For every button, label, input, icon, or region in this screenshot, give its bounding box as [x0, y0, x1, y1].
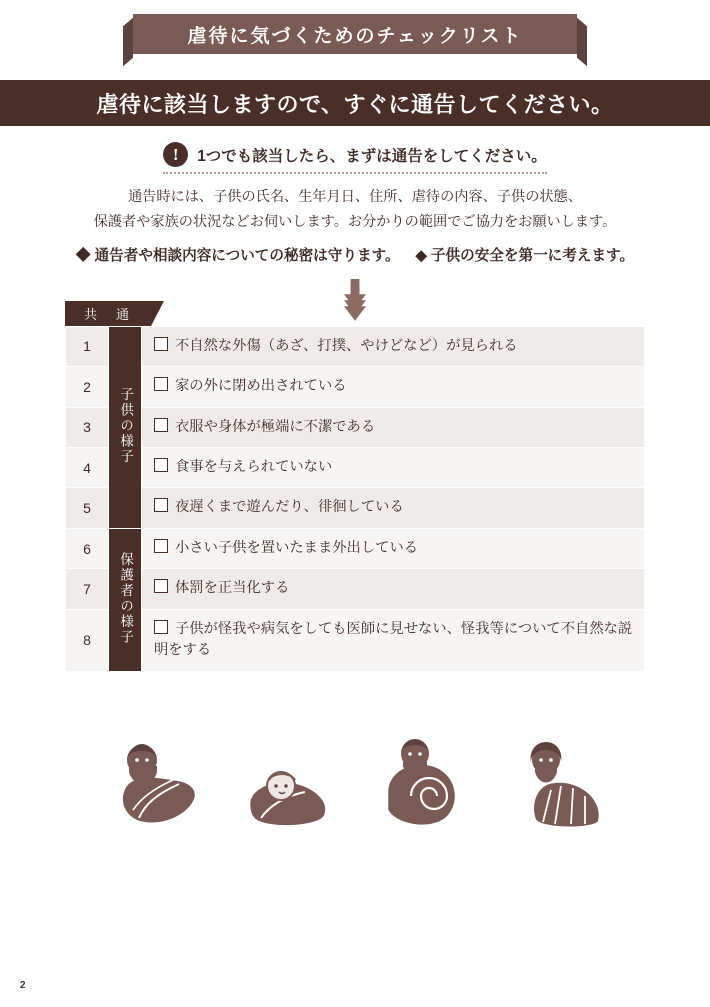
table-row	[66, 367, 645, 407]
checkbox-icon[interactable]	[154, 620, 168, 634]
checkbox-icon[interactable]	[154, 579, 168, 593]
checkbox-icon[interactable]	[154, 337, 168, 351]
illustration-row	[0, 696, 710, 836]
notice-body-line-1: 通告時には、子供の氏名、生年月日、住所、虐待の内容、子供の状態、	[127, 189, 582, 205]
row-number: 5	[66, 488, 109, 528]
table-row	[66, 407, 645, 447]
checklist-table	[65, 326, 645, 672]
table-tab-label: 共 通	[65, 301, 151, 326]
table-row	[66, 448, 645, 488]
checkbox-icon[interactable]	[154, 498, 168, 512]
row-number: 6	[66, 528, 109, 568]
checklist-item[interactable]	[142, 367, 645, 407]
table-row	[66, 528, 645, 568]
checklist-item-text: 食事を与えられていない	[175, 459, 333, 475]
row-number: 4	[66, 448, 109, 488]
notice-point-2: ◆ 子供の安全を第一に考えます。	[415, 247, 635, 264]
row-number: 3	[66, 407, 109, 447]
page-title: 虐待に気づくためのチェックリスト	[133, 14, 577, 54]
checkbox-icon[interactable]	[154, 377, 168, 391]
checklist-item-text: 夜遅くまで遊んだり、徘徊している	[175, 499, 404, 516]
row-number: 1	[66, 326, 109, 366]
notice-point-1: ◆ 通告者や相談内容についての秘密は守ります。	[75, 247, 400, 264]
category-guardian-appearance	[109, 528, 142, 671]
row-number: 7	[66, 569, 109, 609]
checkbox-icon[interactable]	[154, 418, 168, 432]
checklist-item[interactable]	[142, 448, 645, 488]
checklist-item[interactable]	[142, 488, 645, 528]
checklist-item[interactable]	[142, 528, 645, 568]
child-illustration-2	[233, 726, 343, 836]
checklist-item[interactable]	[142, 407, 645, 447]
checklist-item-text: 家の外に閉め出されている	[175, 378, 347, 395]
category-label: 子供の様子	[118, 387, 134, 465]
row-number: 8	[66, 609, 109, 671]
table-row	[66, 609, 645, 671]
checklist-item-text: 衣服や身体が極端に不潔である	[175, 418, 376, 435]
checklist-item-text: 体罰を正当化する	[175, 580, 290, 597]
checklist-table-area	[65, 301, 645, 672]
checklist-item-text: 不自然な外傷（あざ、打撲、やけどなど）が見られる	[175, 337, 518, 354]
table-row	[66, 569, 645, 609]
child-illustration-4	[501, 726, 611, 836]
header-ribbon-area	[0, 0, 710, 62]
notice-body-line-2: 保護者や家族の状況などお伺いします。お分かりの範囲でご協力をお願いします。	[93, 213, 617, 230]
arrow-group	[0, 279, 710, 291]
checklist-item[interactable]	[142, 609, 645, 671]
child-illustration-1	[99, 726, 209, 836]
table-row	[66, 488, 645, 528]
table-row	[66, 326, 645, 366]
checkbox-icon[interactable]	[154, 458, 168, 472]
checklist-item[interactable]	[142, 569, 645, 609]
notice-lead	[163, 142, 547, 174]
checklist-item[interactable]	[142, 326, 645, 366]
category-label: 保護者の様子	[118, 551, 134, 645]
row-number: 2	[66, 367, 109, 407]
child-illustration-3	[367, 726, 477, 836]
notice-points	[0, 244, 710, 265]
checkbox-icon[interactable]	[154, 539, 168, 553]
notice-body	[0, 185, 710, 235]
category-child-appearance	[109, 326, 142, 528]
checklist-item-text: 子供が怪我や病気をしても医師に見せない、怪我等について不自然な説明をする	[154, 620, 633, 659]
notice-lead-text: 1つでも該当したら、まずは通告をしてください。	[197, 147, 547, 165]
alert-banner: 虐待に該当しますので、すぐに通告してください。	[0, 80, 710, 126]
checklist-item-text: 小さい子供を置いたまま外出している	[175, 539, 419, 556]
notice-block	[0, 126, 710, 265]
exclamation-icon: !	[163, 142, 188, 167]
page-number: 2	[20, 980, 26, 991]
